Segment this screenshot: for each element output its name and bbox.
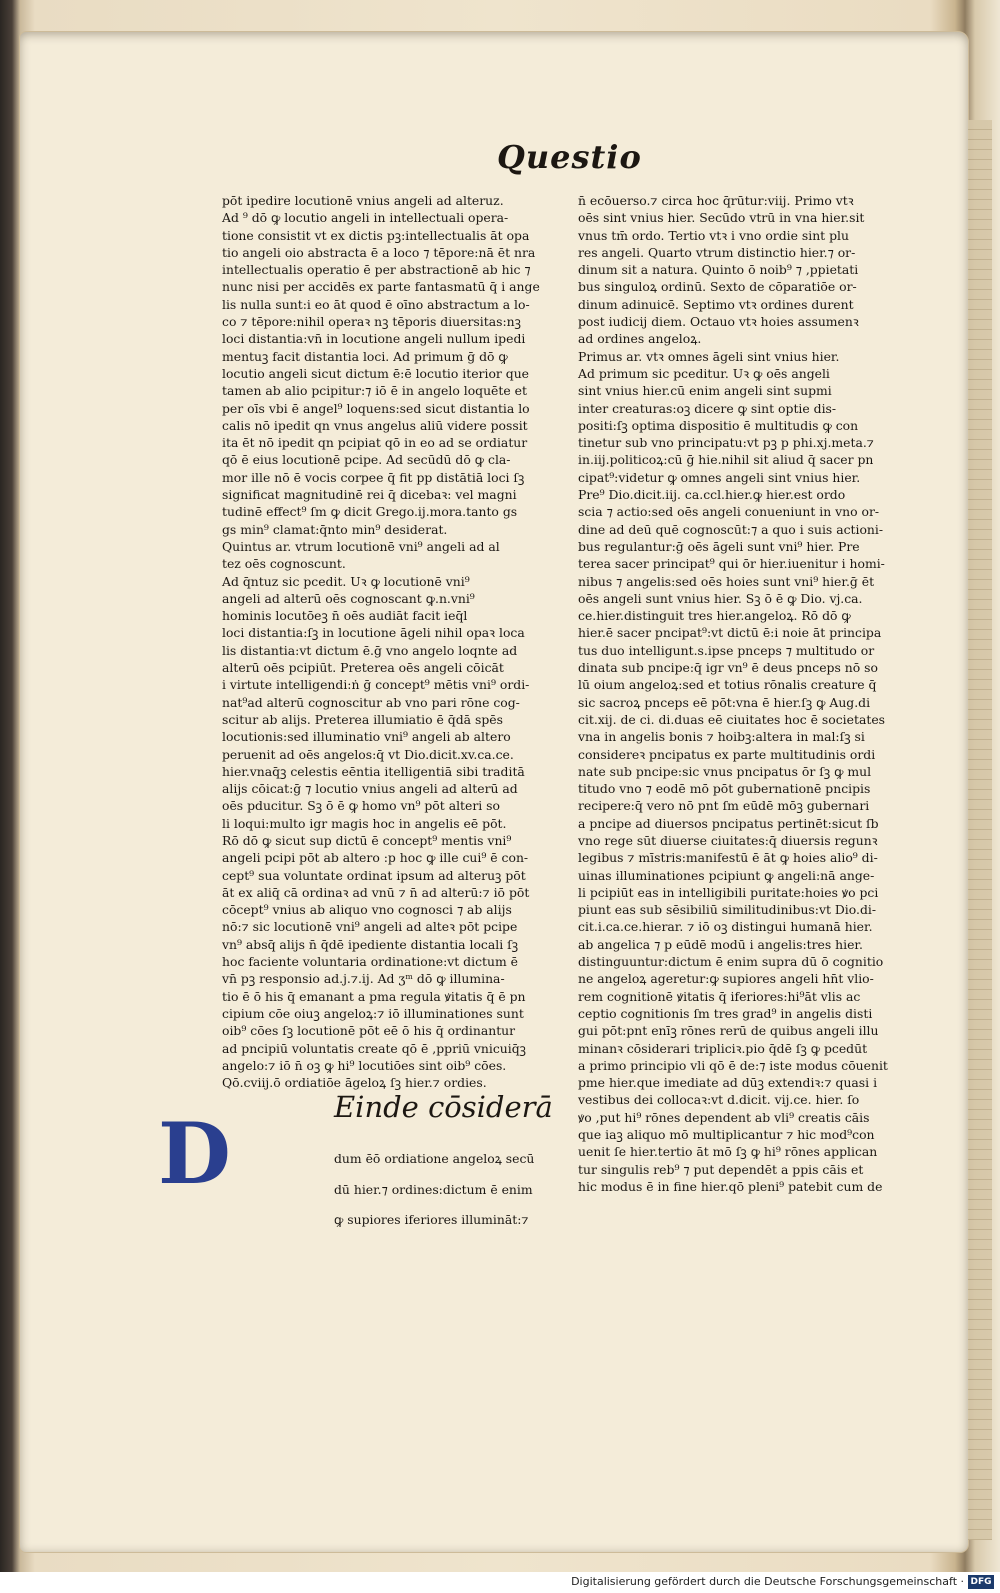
text-line: dine ad deū quē cognoscūt:⁊ a quo i suis actioni- bbox=[578, 521, 884, 537]
text-line: positi:ſꝫ optima dispositio ē multitudis ꝙ con bbox=[578, 417, 859, 433]
text-line: vestibus dei collocaꝛ:vt d.dicit. vij.ce. hier. ſo bbox=[578, 1092, 860, 1108]
text-line: bus regulantur:ḡ oēs āgeli sunt vni⁹ hier. Pre bbox=[578, 538, 860, 554]
text-line: hier.ē sacer pncipat⁹:vt dictū ē:i noie āt principa bbox=[578, 625, 882, 641]
text-line: mentuꝫ facit distantia loci. Ad primum ḡ dō ꝙ bbox=[222, 348, 508, 364]
text-line: tez oēs cognoscunt. bbox=[222, 556, 346, 572]
text-line: dum ēō ordiatione angeloꝝ secū bbox=[334, 1151, 535, 1167]
text-line: vna in angelis bonis ⁊ hoibꝫ:altera in mal:ſꝫ si bbox=[578, 729, 865, 745]
text-line: ceptio cognitionis ſm tres grad⁹ in angelis disti bbox=[578, 1005, 873, 1021]
text-line: nibus ⁊ angelis:sed oēs hoies sunt vni⁹ hier.ḡ ēt bbox=[578, 573, 875, 589]
text-line: oēs pducitur. Sꝫ ō ē ꝙ homo vn⁹ pōt alteri so bbox=[222, 798, 500, 814]
text-line: gui pōt:pnt enīꝫ rōnes rerū de quibus angeli illu bbox=[578, 1023, 879, 1039]
text-line: recipere:q̄ vero nō pnt ſm eūdē mōꝫ gubernari bbox=[578, 798, 870, 814]
text-line: distinguuntur:dictum ē enim supra dū ō cognitio bbox=[578, 954, 884, 970]
text-line: dinata sub pncipe:q̄ igr vn⁹ ē deus pnceps nō so bbox=[578, 660, 878, 676]
text-line: ce.hier.distinguit tres hier.angeloꝝ. Rō dō ꝙ bbox=[578, 608, 851, 624]
text-line: oēs sint vnius hier. Secūdo vtrū in vna hier.sit bbox=[578, 210, 865, 226]
text-line: a primo principio vli qō ē de:⁊ iste modus cōuenit bbox=[578, 1057, 888, 1073]
text-line: dū hier.⁊ ordines:dictum ē enim bbox=[334, 1181, 533, 1197]
footer-credit: Digitalisierung gefördert durch die Deutsche Forschungsgemeinschaft · bbox=[571, 1575, 964, 1588]
text-line: bus singuloꝝ ordinū. Sexto de cōparatiōe or- bbox=[578, 279, 857, 295]
text-line: Ad ⁹ dō ꝙ locutio angeli in intellectuali opera- bbox=[222, 210, 509, 226]
text-line: co ⁊ tēpore:nihil operaꝛ nꝫ tēporis diuersitas:nꝫ bbox=[222, 314, 521, 330]
text-line: cōcept⁹ vnius ab aliquo vno cognosci ⁊ ab alijs bbox=[222, 902, 512, 918]
text-line: Ad q̄ntuz sic pcedit. Uꝛ ꝙ locutionē vni⁹ bbox=[222, 573, 470, 589]
text-line: ne angeloꝝ ageretur:ꝙ supiores angeli hn̄t vlio- bbox=[578, 971, 874, 987]
page-edge-stack bbox=[968, 120, 992, 1540]
text-line: sic sacroꝝ pnceps eē pōt:vna ē hier.ſꝫ ꝙ Aug.di bbox=[578, 694, 871, 710]
text-line: calis nō ipedit qn vnus angelus aliū videre possit bbox=[222, 417, 528, 433]
text-line: oib⁹ cōes ſꝫ locutionē pōt eē ō his q̄ ordinantur bbox=[222, 1023, 516, 1039]
text-line: significat magnitudinē rei q̄ dicebaꝛ: vel magni bbox=[222, 487, 517, 503]
text-line: titudo vno ⁊ eodē mō pōt gubernationē pncipis bbox=[578, 781, 871, 797]
text-line: nate sub pncipe:sic vnus pncipatus ōr ſꝫ ꝙ mul bbox=[578, 763, 872, 779]
text-line: Quintus ar. vtrum locutionē vni⁹ angeli ad al bbox=[222, 538, 500, 554]
text-line: in.iij.politicoꝝ:cū ḡ hie.nihil sit aliud q̄ sacer pn bbox=[578, 452, 874, 468]
text-line: tamen ab alio pcipitur:⁊ iō ē in angelo loquēte et bbox=[222, 383, 527, 399]
text-line: angeli ad alterū oēs cognoscant ꝙ.n.vni⁹ bbox=[222, 590, 475, 606]
text-line: tio angeli oio abstracta ē a loco ⁊ tēpore:nā ēt nra bbox=[222, 244, 536, 260]
text-line: ad ordines angeloꝝ. bbox=[578, 331, 702, 347]
text-line: tione consistit vt ex dictis pꝫ:intellectualis āt opa bbox=[222, 227, 530, 243]
text-line: que iaꝫ aliquo mō multiplicantur ⁊ hic mod⁹con bbox=[578, 1127, 875, 1143]
text-line: ꝟo ,put hi⁹ rōnes dependent ab vli⁹ creatis cāis bbox=[578, 1109, 870, 1125]
text-line: vnus tm̄ ordo. Tertio vtꝛ i vno ordie sint plu bbox=[578, 227, 849, 243]
text-line: dinum adinuicē. Septimo vtꝛ ordines durent bbox=[578, 296, 854, 312]
text-line: locutio angeli sicut dictum ē:ē locutio iterior que bbox=[222, 365, 530, 381]
text-line: post iudicij diem. Octauo vtꝛ hoies assumenꝛ bbox=[578, 314, 859, 330]
text-line: scitur ab alijs. Preterea illumiatio ē q̄dā spēs bbox=[222, 711, 503, 727]
text-line: inter creaturas:oꝫ dicere ꝙ sint optie dis- bbox=[578, 400, 837, 416]
text-line: per oīs vbi ē angel⁹ loquens:sed sicut distantia lo bbox=[222, 400, 530, 416]
text-line: tus duo intelligunt.s.ipse pnceps ⁊ multitudo or bbox=[578, 642, 875, 658]
text-line: terea sacer principat⁹ qui ōr hier.iuenitur i homi- bbox=[578, 556, 885, 572]
text-line: āt ex aliq̄ cā ordinaꝛ ad vnū ⁊ n̄ ad alterū:⁊ iō pōt bbox=[222, 884, 530, 900]
text-line: considereꝛ pncipatus ex parte multitudinis ordi bbox=[578, 746, 876, 762]
text-line: Pre⁹ Dio.dicit.iij. ca.ccl.hier.ꝙ hier.est ordo bbox=[578, 487, 846, 503]
text-line: vno rege sūt diuerse ciuitates:q̄ diuersis regunꝛ bbox=[578, 832, 878, 848]
text-line: qō ē eius locutionē pcipe. Ad secūdū dō ꝙ cla- bbox=[222, 452, 511, 468]
text-line: res angeli. Quarto vtrum distinctio hier.⁊ or- bbox=[578, 244, 856, 260]
text-line: hier.vnaq̄ꝫ celestis eēntia itelligentiā sibi traditā bbox=[222, 763, 525, 779]
text-line: loci distantia:vn̄ in locutione angeli nullum ipedi bbox=[222, 331, 526, 347]
text-line: li pcipiūt eas in intelligibili puritate:hoies ꝟo pci bbox=[578, 884, 879, 900]
text-line: nō:⁊ sic locutionē vni⁹ angeli ad alteꝛ pōt pcipe bbox=[222, 919, 518, 935]
left-text-column bbox=[222, 192, 544, 1091]
text-line: mor ille nō ē vocis corpee q̄ fit pp distātiā loci ſꝫ bbox=[222, 469, 525, 485]
text-line: peruenit ad oēs angelos:q̄ vt Dio.dicit.xv.ca.ce. bbox=[222, 746, 514, 762]
text-line: Primus ar. vtꝛ omnes āgeli sint vnius hier. bbox=[578, 348, 840, 364]
text-line: hic modus ē in fine hier.qō pleni⁹ patebit cum de bbox=[578, 1178, 883, 1194]
dfg-logo: DFG bbox=[968, 1575, 994, 1589]
right-text-column bbox=[578, 192, 908, 1195]
text-line: cept⁹ sua voluntate ordinat ipsum ad alteruꝫ pōt bbox=[222, 867, 526, 883]
text-line: alijs cōicat:ḡ ⁊ locutio vnius angeli ad alterū ad bbox=[222, 781, 518, 797]
text-line: loci distantia:ſꝫ in locutione āgeli nihil opaꝛ loca bbox=[222, 625, 525, 641]
text-line: tur singulis reb⁹ ⁊ put dependēt a ppis cāis et bbox=[578, 1161, 864, 1177]
text-line: ꝙ supiores iferiores illumināt:⁊ bbox=[334, 1212, 529, 1228]
text-line: locutionis:sed illuminatio vni⁹ angeli ab altero bbox=[222, 729, 511, 745]
text-line: cipium cōe oiuꝫ angeloꝝ:⁊ iō illuminationes sunt bbox=[222, 1005, 524, 1021]
text-line: angeli pcipi pōt ab altero :p hoc ꝙ ille cui⁹ ē con- bbox=[222, 850, 529, 866]
text-line: lis distantia:vt dictum ē.ḡ vno angelo loqnte ad bbox=[222, 642, 518, 658]
text-line: li loqui:multo igr magis hoc in angelis eē pōt. bbox=[222, 815, 507, 831]
text-line: cit.i.ca.ce.hierar. ⁊ iō oꝫ distingui humanā hier. bbox=[578, 919, 873, 935]
page-header: Questio bbox=[497, 138, 642, 176]
text-line: uinas illuminationes pcipiunt ꝙ angeli:nā ange- bbox=[578, 867, 875, 883]
text-line: hominis locutōeꝫ n̄ oēs audiāt facit ieq̄l bbox=[222, 608, 468, 624]
text-line: n̄ ecōuerso.⁊ circa hoc q̄rūtur:viij. Primo vtꝛ bbox=[578, 193, 854, 208]
text-line: nat⁹ad alterū cognoscitur ab vno pari rōne cog- bbox=[222, 694, 520, 710]
text-line: tinetur sub vno principatu:vt pꝫ p phi.xj.meta.⁊ bbox=[578, 435, 874, 451]
text-line: vn̄ pꝫ responsio ad.j.⁊.ij. Ad ʒᵐ dō ꝙ illumina- bbox=[222, 971, 505, 987]
text-line: Qō.cviij.ō ordiatiōe āgeloꝝ ſꝫ hier.⁊ ordies. bbox=[222, 1075, 487, 1091]
text-line: tudinē effect⁹ ſm ꝙ dicit Grego.ij.mora.tanto gs bbox=[222, 504, 518, 520]
text-line: scia ⁊ actio:sed oēs angeli conueniunt in vno or- bbox=[578, 504, 880, 520]
text-line: alterū oēs pcipiūt. Preterea oēs angeli cōicāt bbox=[222, 660, 504, 676]
text-line: minanꝛ cōsiderari tripliciꝛ.pio q̄dē ſꝫ ꝙ pcedūt bbox=[578, 1040, 868, 1056]
text-line: tio ē ō his q̄ emanant a pma regula ꝟitatis q̄ ē pn bbox=[222, 988, 526, 1004]
text-line: lū oium angeloꝝ:sed et totius rōnalis creature q̄ bbox=[578, 677, 877, 693]
text-line: legibus ⁊ mīstris:manifestū ē āt ꝙ hoies alio⁹ di- bbox=[578, 850, 878, 866]
text-line: rem cognitionē ꝟitatis q̄ iferiores:hi⁹āt vlis ac bbox=[578, 988, 861, 1004]
text-line: pme hier.que imediate ad dūꝫ extendiꝛ:⁊ quasi i bbox=[578, 1075, 878, 1091]
text-line: ab angelica ⁊ p eūdē modū i angelis:tres hier. bbox=[578, 936, 863, 952]
text-line: oēs angeli sunt vnius hier. Sꝫ ō ē ꝙ Dio. vj.ca. bbox=[578, 590, 863, 606]
section-heading: Einde cōsiderā bbox=[334, 1090, 553, 1124]
text-line: vn⁹ absq̄ alijs n̄ q̄dē ipediente distantia locali ſꝫ bbox=[222, 936, 519, 952]
text-line: a pncipe ad diuersos pncipatus pertinēt:sicut ſb bbox=[578, 815, 879, 831]
text-line: cipat⁹:videtur ꝙ omnes angeli sint vnius hier. bbox=[578, 469, 861, 485]
text-line: Rō dō ꝙ sicut sup dictū ē concept⁹ mentis vni⁹ bbox=[222, 832, 512, 848]
text-line: uenit ſe hier.tertio āt mō ſꝫ ꝙ hi⁹ rōnes applican bbox=[578, 1144, 878, 1160]
section-text bbox=[334, 1138, 564, 1242]
text-line: intellectualis operatio ē per abstractionē ab hic ⁊ bbox=[222, 262, 531, 278]
text-line: ita ēt nō ipedit qn pcipiat qō in eo ad se ordiatur bbox=[222, 435, 528, 451]
text-line: ad pncipiū voluntatis create qō ē ,ppriū vnicuiq̄ꝫ bbox=[222, 1040, 527, 1056]
text-line: angelo:⁊ iō n̄ oꝫ ꝙ hi⁹ locutiōes sint oib⁹ cōes. bbox=[222, 1057, 507, 1073]
text-line: sint vnius hier.cū enim angeli sint supmi bbox=[578, 383, 832, 399]
text-line: pōt ipedire locutionē vnius angeli ad alteruz. bbox=[222, 193, 504, 208]
text-line: piunt eas sub sēsibiliū similitudinibus:vt Dio.di- bbox=[578, 902, 877, 918]
text-line: i virtute intelligendi:ṅ ḡ concept⁹ mētis vni⁹ ordi- bbox=[222, 677, 530, 693]
text-line: dinum sit a natura. Quinto ō noib⁹ ⁊ ,ppietati bbox=[578, 262, 859, 278]
text-line: Ad primum sic pceditur. Uꝛ ꝙ oēs angeli bbox=[578, 365, 830, 381]
decorated-initial: D bbox=[158, 1104, 231, 1203]
text-line: cit.xij. de ci. di.duas eē ciuitates hoc ē societates bbox=[578, 711, 886, 727]
text-line: nunc nisi per accidēs ex parte fantasmatū q̄ i ange bbox=[222, 279, 540, 295]
text-line: gs min⁹ clamat:q̄nto min⁹ desiderat. bbox=[222, 521, 448, 537]
text-line: lis nulla sunt:i eo āt quod ē oīno abstractum a lo- bbox=[222, 296, 530, 312]
text-line: hoc faciente voluntaria ordinatione:vt dictum ē bbox=[222, 954, 518, 970]
